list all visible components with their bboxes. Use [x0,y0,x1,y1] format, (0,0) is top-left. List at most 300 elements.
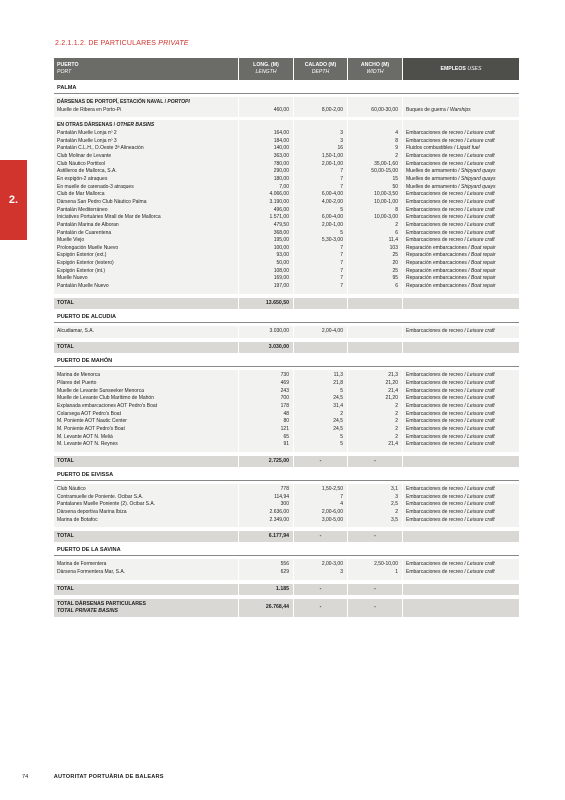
berth-use: Embarcaciones de recreo / Leisure craft [406,433,495,440]
berth-name: Dàrsena Formentera Mar, S.A. [57,568,126,575]
berth-use: Embarcaciones de recreo / Leisure craft [406,508,495,515]
berth-length: 363,00 [273,152,289,159]
berth-use-en: Leisure craft [467,129,495,136]
berth-depth: 5 [340,441,343,448]
berth-depth: 2,00-1,00 [321,160,343,167]
width-values [347,484,402,527]
berth-name: Explanada embarcaciones AOT Pedro's Boat [57,403,158,410]
length-values [238,120,293,293]
berth-use: Reparación embarcaciones / Boat repair [406,275,496,282]
berth-use-en: Shipyard quays [461,175,496,182]
berth-depth: 11,3 [333,372,343,379]
berth-name: M. Poniente AOT Nautic Center [57,418,127,425]
berth-depth: 16 [337,145,343,152]
berth-use-es: Muelles de armamento [406,168,457,175]
berth-depth: 8,00-2,00 [321,106,343,113]
berth-use-en: Boat repair [471,283,496,290]
spacer-cell [406,122,519,130]
total-length: 1.185 [238,584,293,595]
berth-width: 3 [395,493,398,500]
spacer-cell [294,122,343,130]
berth-width: 95 [392,275,398,282]
group-heading: EN OTRAS DÁRSENAS / OTHER BASINS [57,122,155,129]
length-values [238,559,293,579]
berth-depth: 5,30-3,00 [321,237,343,244]
berth-length: 100,00 [273,244,289,251]
berth-width: 6 [395,229,398,236]
length-values [238,370,293,452]
berth-use: Embarcaciones de recreo / Leisure craft [406,206,495,213]
berth-depth: 5 [340,229,343,236]
berth-depth: 2,00-6,00 [321,508,343,515]
berth-use-en: Leisure craft [467,561,495,568]
berth-use: Embarcaciones de recreo / Leisure craft [406,485,495,492]
berth-length: 93,00 [276,252,289,259]
berth-use-en: Boat repair [471,244,496,251]
berth-depth: 2 [340,410,343,417]
total-length: 3.030,00 [238,342,293,353]
grand-total-label: TOTAL DÁRSENAS PARTICULARES TOTAL PRIVATE BASINS [54,599,238,617]
berth-use: Muelles de armamento / Shipyard quays [406,168,496,175]
berth-width: 3,5 [391,516,398,523]
berth-use-es: Embarcaciones de recreo [406,508,463,515]
berth-length: 169,00 [273,275,289,282]
berth-use-es: Embarcaciones de recreo [406,198,463,205]
total-row [54,584,519,595]
berth-name: M. Poniente AOT Pedro's Boat [57,426,125,432]
berth-depth: 2,00-4,00 [321,327,343,334]
berth-depth: 4 [340,501,343,508]
berth-use-es: Embarcaciones de recreo [406,372,463,379]
berth-depth: 7 [340,183,343,190]
berth-use-en: Leisure craft [467,410,495,417]
berth-use-en: Leisure craft [467,426,495,432]
berth-depth: 7 [340,283,343,290]
berth-width: 2 [395,508,398,515]
berth-length: 629 [280,568,289,575]
col-length-header: LONG. (M) LENGTH [238,58,293,80]
berth-use-en: Leisure craft [467,380,495,387]
berth-use: Embarcaciones de recreo / Leisure craft [406,327,495,334]
total-label: TOTAL [54,342,238,353]
berth-use-en: Leisure craft [467,221,495,228]
berth-depth: 2,00-1,00 [321,221,343,228]
berth-width: 1 [395,568,398,575]
private-basins-table [54,58,519,617]
berth-depth: 24,5 [333,418,343,425]
port-group [54,559,519,579]
berth-length: 243 [280,387,289,394]
berth-use: Muelles de armamento / Shipyard quays [406,183,496,190]
length-values [238,326,293,339]
berth-use-en: Leisure craft [467,372,495,379]
port-name: PUERTO DE LA SAVINA [54,542,519,556]
berth-width: 4 [395,129,398,136]
berth-depth: 3 [340,129,343,136]
depth-values [293,326,347,339]
col-width-header: ANCHO (M) WIDTH [347,58,402,80]
grand-total-width: - [347,599,402,617]
berth-width: 50,00-15,00 [371,168,398,175]
col-port-header: PUERTO PORT [54,58,238,80]
berth-use-es: Embarcaciones de recreo [406,410,463,417]
berth-use-es: Muelles de armamento [406,183,457,190]
berth-width: 2 [395,418,398,425]
table-header [54,58,519,80]
berth-width: 21,20 [385,395,398,402]
berth-use-es: Embarcaciones de recreo [406,433,463,440]
berth-use: Embarcaciones de recreo / Leisure craft [406,129,495,136]
berth-use: Embarcaciones de recreo / Leisure craft [406,501,495,508]
berth-width: 2,50-10,00 [374,561,398,568]
berth-use-es: Embarcaciones de recreo [406,214,463,221]
berth-use-en: Leisure craft [467,501,495,508]
berth-depth: 2,00-3,00 [321,561,343,568]
depth-values [293,484,347,527]
berth-depth: 5 [340,387,343,394]
berth-depth: 7 [340,275,343,282]
berth-names [54,559,238,579]
berth-length: 730 [280,372,289,379]
grand-total-row [54,599,519,617]
berth-length: 368,00 [273,229,289,236]
berth-length: 184,00 [273,137,289,144]
berth-name: Colarsega AOT Pedro's Boat [57,410,121,417]
total-label: TOTAL [54,456,238,467]
berth-width: 8 [395,206,398,213]
berth-length: 700 [280,395,289,402]
spacer-cell [239,99,289,107]
berth-use: Embarcaciones de recreo / Leisure craft [406,221,495,228]
berth-length: 780,00 [273,160,289,167]
total-width: - [347,584,402,595]
berth-use-es: Embarcaciones de recreo [406,561,463,568]
berth-length: 197,00 [273,283,289,290]
berth-length: 3.190,00 [269,198,289,205]
berth-use-es: Muelles de armamento [406,175,457,182]
chapter-tab: 2. [0,160,27,240]
spacer-cell [348,99,398,107]
berth-depth: 3 [340,137,343,144]
berth-length: 121 [280,426,289,432]
depth-values [293,559,347,579]
berth-use-es: Reparación embarcaciones [406,244,467,251]
berth-use-en: Boat repair [471,260,496,267]
berth-name: Pantalán de Cuarentena [57,229,112,236]
total-uses [402,456,519,467]
berth-use-en: Boat repair [471,275,496,282]
berth-length: 7,00 [279,183,289,190]
berth-use-en: Liquid fuel [456,145,480,152]
berth-width: 3,1 [391,485,398,492]
port-group [54,370,519,452]
berth-use: Reparación embarcaciones / Boat repair [406,283,496,290]
berth-length: 469 [280,380,289,387]
berth-depth: 1,50-2,50 [321,485,343,492]
total-length: 6.177,94 [238,531,293,542]
berth-length: 290,00 [273,168,289,175]
port-section [54,353,519,467]
berth-width: 2,5 [391,501,398,508]
berth-use: Embarcaciones de recreo / Leisure craft [406,403,495,410]
berth-width: 35,00-1,60 [374,160,398,167]
berth-use-es: Reparación embarcaciones [406,252,467,259]
section-number: 2.2.1.1.2. [55,40,87,47]
page-number: 74 [22,774,29,780]
berth-depth: 6,00-4,00 [321,214,343,221]
berth-use-es: Embarcaciones de recreo [406,137,463,144]
berth-use: Embarcaciones de recreo / Leisure craft [406,441,495,448]
berth-name: Astilleros de Mallorca, S.A. [57,168,117,175]
depth-values [293,120,347,293]
berth-width: 20 [392,260,398,267]
port-section [54,80,519,309]
port-group [54,484,519,527]
berth-depth: 7 [340,493,343,500]
berth-use-en: Leisure craft [467,418,495,425]
group-heading-en: OTHER BASINS [116,122,155,129]
berth-use: Reparación embarcaciones / Boat repair [406,267,496,274]
berth-length: 460,00 [273,106,289,113]
width-values [347,370,402,452]
berth-name: Dàrsena deportiva Marina Ibiza [57,508,127,515]
berth-length: 91 [283,441,289,448]
berth-names [54,370,238,452]
berth-width: 25 [392,252,398,259]
berth-width [348,328,398,336]
berth-name: Club Náutico [57,485,86,492]
berth-use-en: Leisure craft [467,206,495,213]
berth-use-en: Leisure craft [467,214,495,221]
total-uses [402,584,519,595]
berth-width: 8 [395,137,398,144]
berth-use-en: Warships [449,106,471,113]
total-uses [402,342,519,353]
berth-width: 60,00-30,00 [371,106,398,113]
berth-depth: 7 [340,267,343,274]
berth-use: Reparación embarcaciones / Boat repair [406,252,496,259]
depth-values [293,97,347,117]
total-width [347,342,402,353]
berth-use-en: Leisure craft [467,441,495,448]
berth-use-en: Leisure craft [467,152,495,159]
group-heading-es: DÁRSENAS DE PORTOPÍ, ESTACIÓN NAVAL [57,99,164,105]
berth-length: 48 [283,410,289,417]
spacer-cell [294,99,343,107]
col-depth-header: CALADO (M) DEPTH [293,58,347,80]
berth-length: 180,00 [273,175,289,182]
total-width: - [347,531,402,542]
berth-use-en: Leisure craft [467,493,495,500]
berth-use: Muelles de armamento / Shipyard quays [406,175,496,182]
berth-use: Embarcaciones de recreo / Leisure craft [406,198,495,205]
berth-use-en: Shipyard quays [461,168,496,175]
table-body [54,80,519,595]
berth-length: 300 [280,501,289,508]
port-group [54,120,519,293]
berth-use-es: Embarcaciones de recreo [406,395,463,402]
berth-use: Embarcaciones de recreo / Leisure craft [406,237,495,244]
berth-use-en: Leisure craft [467,229,495,236]
total-label: TOTAL [54,298,238,309]
berth-depth: 7 [340,244,343,251]
berth-use-es: Embarcaciones de recreo [406,516,463,523]
berth-width: 2 [395,410,398,417]
total-depth [293,342,347,353]
berth-use: Embarcaciones de recreo / Leisure craft [406,372,495,379]
berth-width: 9 [395,145,398,152]
berth-width: 2 [395,426,398,432]
berth-name: Pantalán Muelle Lonja nº 2 [57,129,117,136]
berth-depth: 1,50-1,00 [321,152,343,159]
berth-width: 6 [395,283,398,290]
berth-length: 50,00 [276,260,289,267]
footer-organization: AUTORITAT PORTUÀRIA DE BALEARS [53,774,164,780]
berth-name: En espigón-2 atraques [57,175,108,182]
berth-width: 11,4 [388,237,398,244]
berth-name: Muelle Viejo [57,237,85,244]
berth-use: Embarcaciones de recreo / Leisure craft [406,395,495,402]
berth-length: 65 [283,433,289,440]
width-values [347,326,402,339]
berth-use-es: Embarcaciones de recreo [406,206,463,213]
berth-depth: 5 [340,433,343,440]
berth-use: Embarcaciones de recreo / Leisure craft [406,426,495,432]
total-row [54,531,519,542]
total-depth: - [293,456,347,467]
spacer-cell [406,99,519,107]
total-row [54,456,519,467]
use-values [402,120,519,293]
berth-length: 3.030,00 [269,327,289,334]
grand-total-depth: - [293,599,347,617]
berth-use: Embarcaciones de recreo / Leisure craft [406,493,495,500]
length-values [238,484,293,527]
port-group [54,326,519,339]
berth-length: 2.636,00 [269,508,289,515]
berth-width: 10,00-3,50 [374,191,398,198]
section-title-en: PRIVATE [158,40,189,47]
berth-depth: 3,00-5,00 [321,516,343,523]
berth-use-es: Embarcaciones de recreo [406,418,463,425]
berth-name: Marina de Menorca [57,372,101,379]
berth-name: Club de Mar Mallorca [57,191,105,198]
berth-use-en: Leisure craft [467,516,495,523]
total-width: - [347,456,402,467]
berth-names [54,484,238,527]
berth-use: Embarcaciones de recreo / Leisure craft [406,568,495,575]
berth-name: Pilares del Puerto [57,380,97,387]
berth-use-es: Reparación embarcaciones [406,275,467,282]
section-title-es: DE PARTICULARES [88,40,157,47]
grand-total-uses [402,599,519,617]
berth-name: Marina de Formentera [57,561,107,568]
berth-depth: 4,00-2,00 [321,198,343,205]
berth-use-es: Embarcaciones de recreo [406,229,463,236]
berth-use: Embarcaciones de recreo / Leisure craft [406,229,495,236]
page-footer [22,774,164,780]
berth-name: Dàrsena San Pedro Club Nàutico Palma [57,198,147,205]
berth-width: 21,3 [388,372,398,379]
length-values [238,97,293,117]
berth-depth: 5 [340,206,343,213]
total-depth: - [293,584,347,595]
berth-use-es: Embarcaciones de recreo [406,485,463,492]
berth-name: Pantalán Muelle Lonja nº 3 [57,137,117,144]
berth-width: 10,00-1,00 [374,198,398,205]
port-section [54,309,519,354]
berth-depth: 24,5 [333,426,343,432]
berth-width: 2 [395,403,398,410]
berth-depth: 7 [340,252,343,259]
berth-names [54,120,238,293]
port-name: PUERTO DE ALCUDIA [54,309,519,323]
width-values [347,559,402,579]
port-section [54,467,519,542]
berth-name: Muelle de Ribera en Porto-Pi [57,106,122,113]
berth-depth: 7 [340,175,343,182]
berth-width: 21,20 [385,380,398,387]
berth-use-es: Embarcaciones de recreo [406,441,463,448]
group-heading-en: PORTOPI [167,99,190,105]
total-label: TOTAL [54,531,238,542]
grand-total-length: 26.768,44 [238,599,293,617]
berth-use: Embarcaciones de recreo / Leisure craft [406,418,495,425]
total-uses [402,298,519,309]
berth-name: Espigón Exterior (testero) [57,260,114,267]
berth-width: 50 [392,183,398,190]
berth-name: Pantalán Muelle Nuevo [57,283,109,290]
berth-use-en: Leisure craft [467,403,495,410]
total-length: 13.650,50 [238,298,293,309]
berth-use: Embarcaciones de recreo / Leisure craft [406,387,495,394]
berth-name: Muelle de Levante Club Marítimo de Mahón [57,395,154,402]
berth-name: En muelle de carenado-3 atraques [57,183,134,190]
berth-name: M. Levante AOT N. Meliá [57,433,113,440]
berth-use: Embarcaciones de recreo / Leisure craft [406,516,495,523]
berth-name: Pantalanes Muelle Poniente (2). Ocibar S.A. [57,501,156,508]
berth-length: 178 [280,403,289,410]
berth-use: Embarcaciones de recreo / Leisure craft [406,561,495,568]
berth-depth: 3 [340,568,343,575]
use-values [402,559,519,579]
berth-name: Muelle Nuevo [57,275,88,282]
berth-use-es: Fluidos combustibles [406,145,453,152]
berth-width: 25 [392,267,398,274]
berth-name: Iniciatives Portuàries Mirall de Mar de Mallorca [57,214,161,221]
berth-use-es: Embarcaciones de recreo [406,152,463,159]
berth-use-es: Embarcaciones de recreo [406,380,463,387]
berth-width: 2 [395,433,398,440]
berth-width: 103 [389,244,398,251]
use-values [402,326,519,339]
total-row [54,298,519,309]
berth-use: Embarcaciones de recreo / Leisure craft [406,214,495,221]
berth-use-en: Boat repair [471,267,496,274]
berth-length: 140,00 [273,145,289,152]
berth-name: M. Levante AOT N. Reynes [57,441,118,448]
berth-use-es: Embarcaciones de recreo [406,568,463,575]
berth-name: Club Náutico Portitxol [57,160,106,167]
berth-use-en: Leisure craft [467,395,495,402]
berth-length: 114,94 [274,493,289,500]
berth-names [54,97,238,117]
berth-use-es: Embarcaciones de recreo [406,221,463,228]
berth-use-es: Embarcaciones de recreo [406,129,463,136]
berth-use-en: Leisure craft [467,160,495,167]
berth-use-en: Leisure craft [467,568,495,575]
berth-use: Buques de guerra / Warships [406,106,471,113]
